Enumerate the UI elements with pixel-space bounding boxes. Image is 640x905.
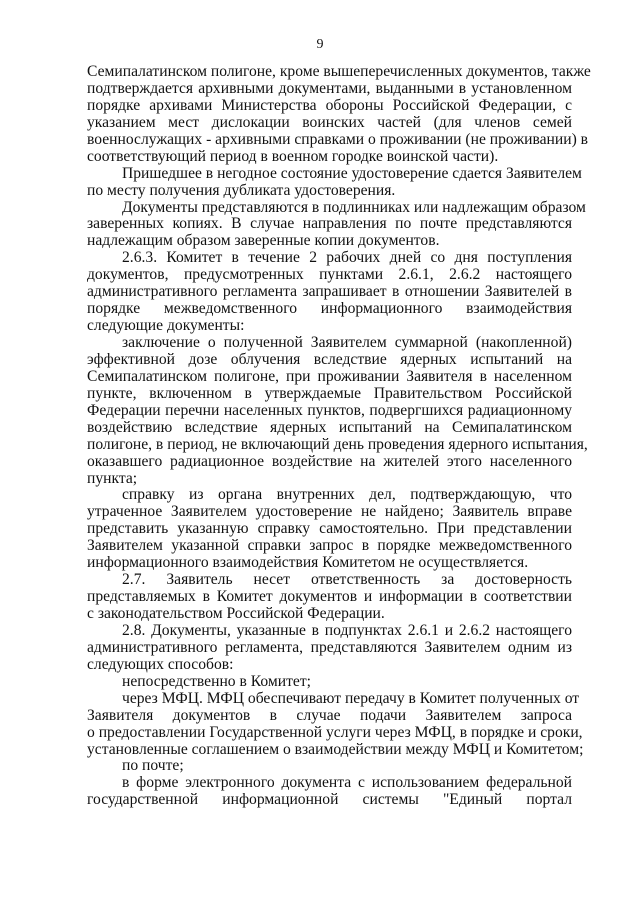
- text-line: указанием мест дислокации воинских частей (для членов семей: [87, 113, 572, 131]
- text-line: государственной информационной системы "Единый портал: [87, 791, 572, 809]
- text-line: порядке архивами Министерства обороны Российской Федерации, с: [87, 96, 572, 114]
- text-line: заверенных копиях. В случае направления по почте представляются: [87, 215, 572, 233]
- text-line: о предоставлении Государственной услуги через МФЦ, в порядке и сроки,: [87, 723, 583, 741]
- text-line: документов, предусмотренных пунктами 2.6.1, 2.6.2 настоящего: [87, 266, 572, 284]
- text-line: 2.6.3. Комитет в течение 2 рабочих дней со дня поступления: [122, 249, 572, 267]
- text-line: Семипалатинском полигоне, кроме вышеперечисленных документов, также: [87, 63, 591, 80]
- text-line: пункте, включенном в утверждаемые Правительством Российской: [87, 384, 572, 402]
- text-line: установленные соглашением о взаимодействии между МФЦ и Комитетом;: [87, 740, 584, 758]
- text-line: соответствующий период в военном городке воинской части).: [87, 147, 499, 165]
- text-line: воздействию вследствие ядерных испытаний на Семипалатинском: [87, 418, 572, 436]
- text-line: административного регламента запрашивает в отношении Заявителей в: [87, 283, 572, 301]
- text-line: 2.8. Документы, указанные в подпунктах 2.6.1 и 2.6.2 настоящего: [122, 621, 572, 639]
- text-line: информационного взаимодействия Комитетом не осуществляется.: [87, 554, 529, 572]
- text-line: административного регламента, представляются Заявителем одним из: [87, 638, 572, 656]
- text-line: порядке межведомственного информационного взаимодействия: [87, 300, 572, 318]
- text-line: Заявителя документов в случае подачи Заявителем запроса: [87, 706, 572, 724]
- text-line: Пришедшее в негодное состояние удостоверение сдается Заявителем: [122, 164, 582, 182]
- text-line: Федерации перечни населенных пунктов, подвергшихся радиационному: [87, 401, 572, 419]
- page-number: 9: [316, 37, 324, 52]
- text-line: надлежащим образом заверенные копии документов.: [87, 232, 440, 250]
- text-line: через МФЦ. МФЦ обеспечивают передачу в Комитет полученных от: [122, 689, 580, 707]
- text-line: Семипалатинском полигоне, при проживании Заявителя в населенном: [87, 367, 572, 385]
- text-line: следующих способов:: [87, 655, 234, 673]
- text-line: заключение о полученной Заявителем суммарной (накопленной): [122, 334, 572, 351]
- text-line: пункта;: [87, 469, 138, 487]
- text-line: подтверждается архивными документами, выданными в установленном: [87, 79, 572, 97]
- text-line: представляемых в Комитет документов и информации в соответствии: [87, 588, 572, 606]
- text-line: в форме электронного документа с использованием федеральной: [122, 774, 572, 792]
- document-body: [87, 63, 591, 809]
- text-line: справку из органа внутренних дел, подтверждающую, что: [122, 486, 572, 504]
- text-line: Документы представляются в подлинниках или надлежащим образом: [122, 198, 586, 216]
- text-line: по месту получения дубликата удостоверения.: [87, 181, 396, 199]
- text-line: 2.7. Заявитель несет ответственность за достоверность: [122, 571, 572, 589]
- text-line: эффективной дозе облучения вследствие ядерных испытаний на: [87, 350, 572, 368]
- text-line: по почте;: [122, 757, 184, 775]
- text-line: полигоне, в период, не включающий день проведения ядерного испытания,: [87, 435, 588, 453]
- text-line: представить указанную справку самостоятельно. При представлении: [87, 520, 572, 538]
- text-line: военнослужащих - архивными справками о проживании (не проживании) в: [87, 130, 589, 148]
- text-line: утраченное Заявителем удостоверение не найдено; Заявитель вправе: [87, 503, 572, 521]
- text-line: следующие документы:: [87, 317, 245, 335]
- text-line: с законодательством Российской Федерации.: [87, 605, 385, 622]
- text-line: непосредственно в Комитет;: [122, 672, 311, 690]
- text-line: оказавшего радиационное воздействие на жителей этого населенного: [87, 452, 572, 470]
- text-line: Заявителем указанной справки запрос в порядке межведомственного: [87, 537, 572, 555]
